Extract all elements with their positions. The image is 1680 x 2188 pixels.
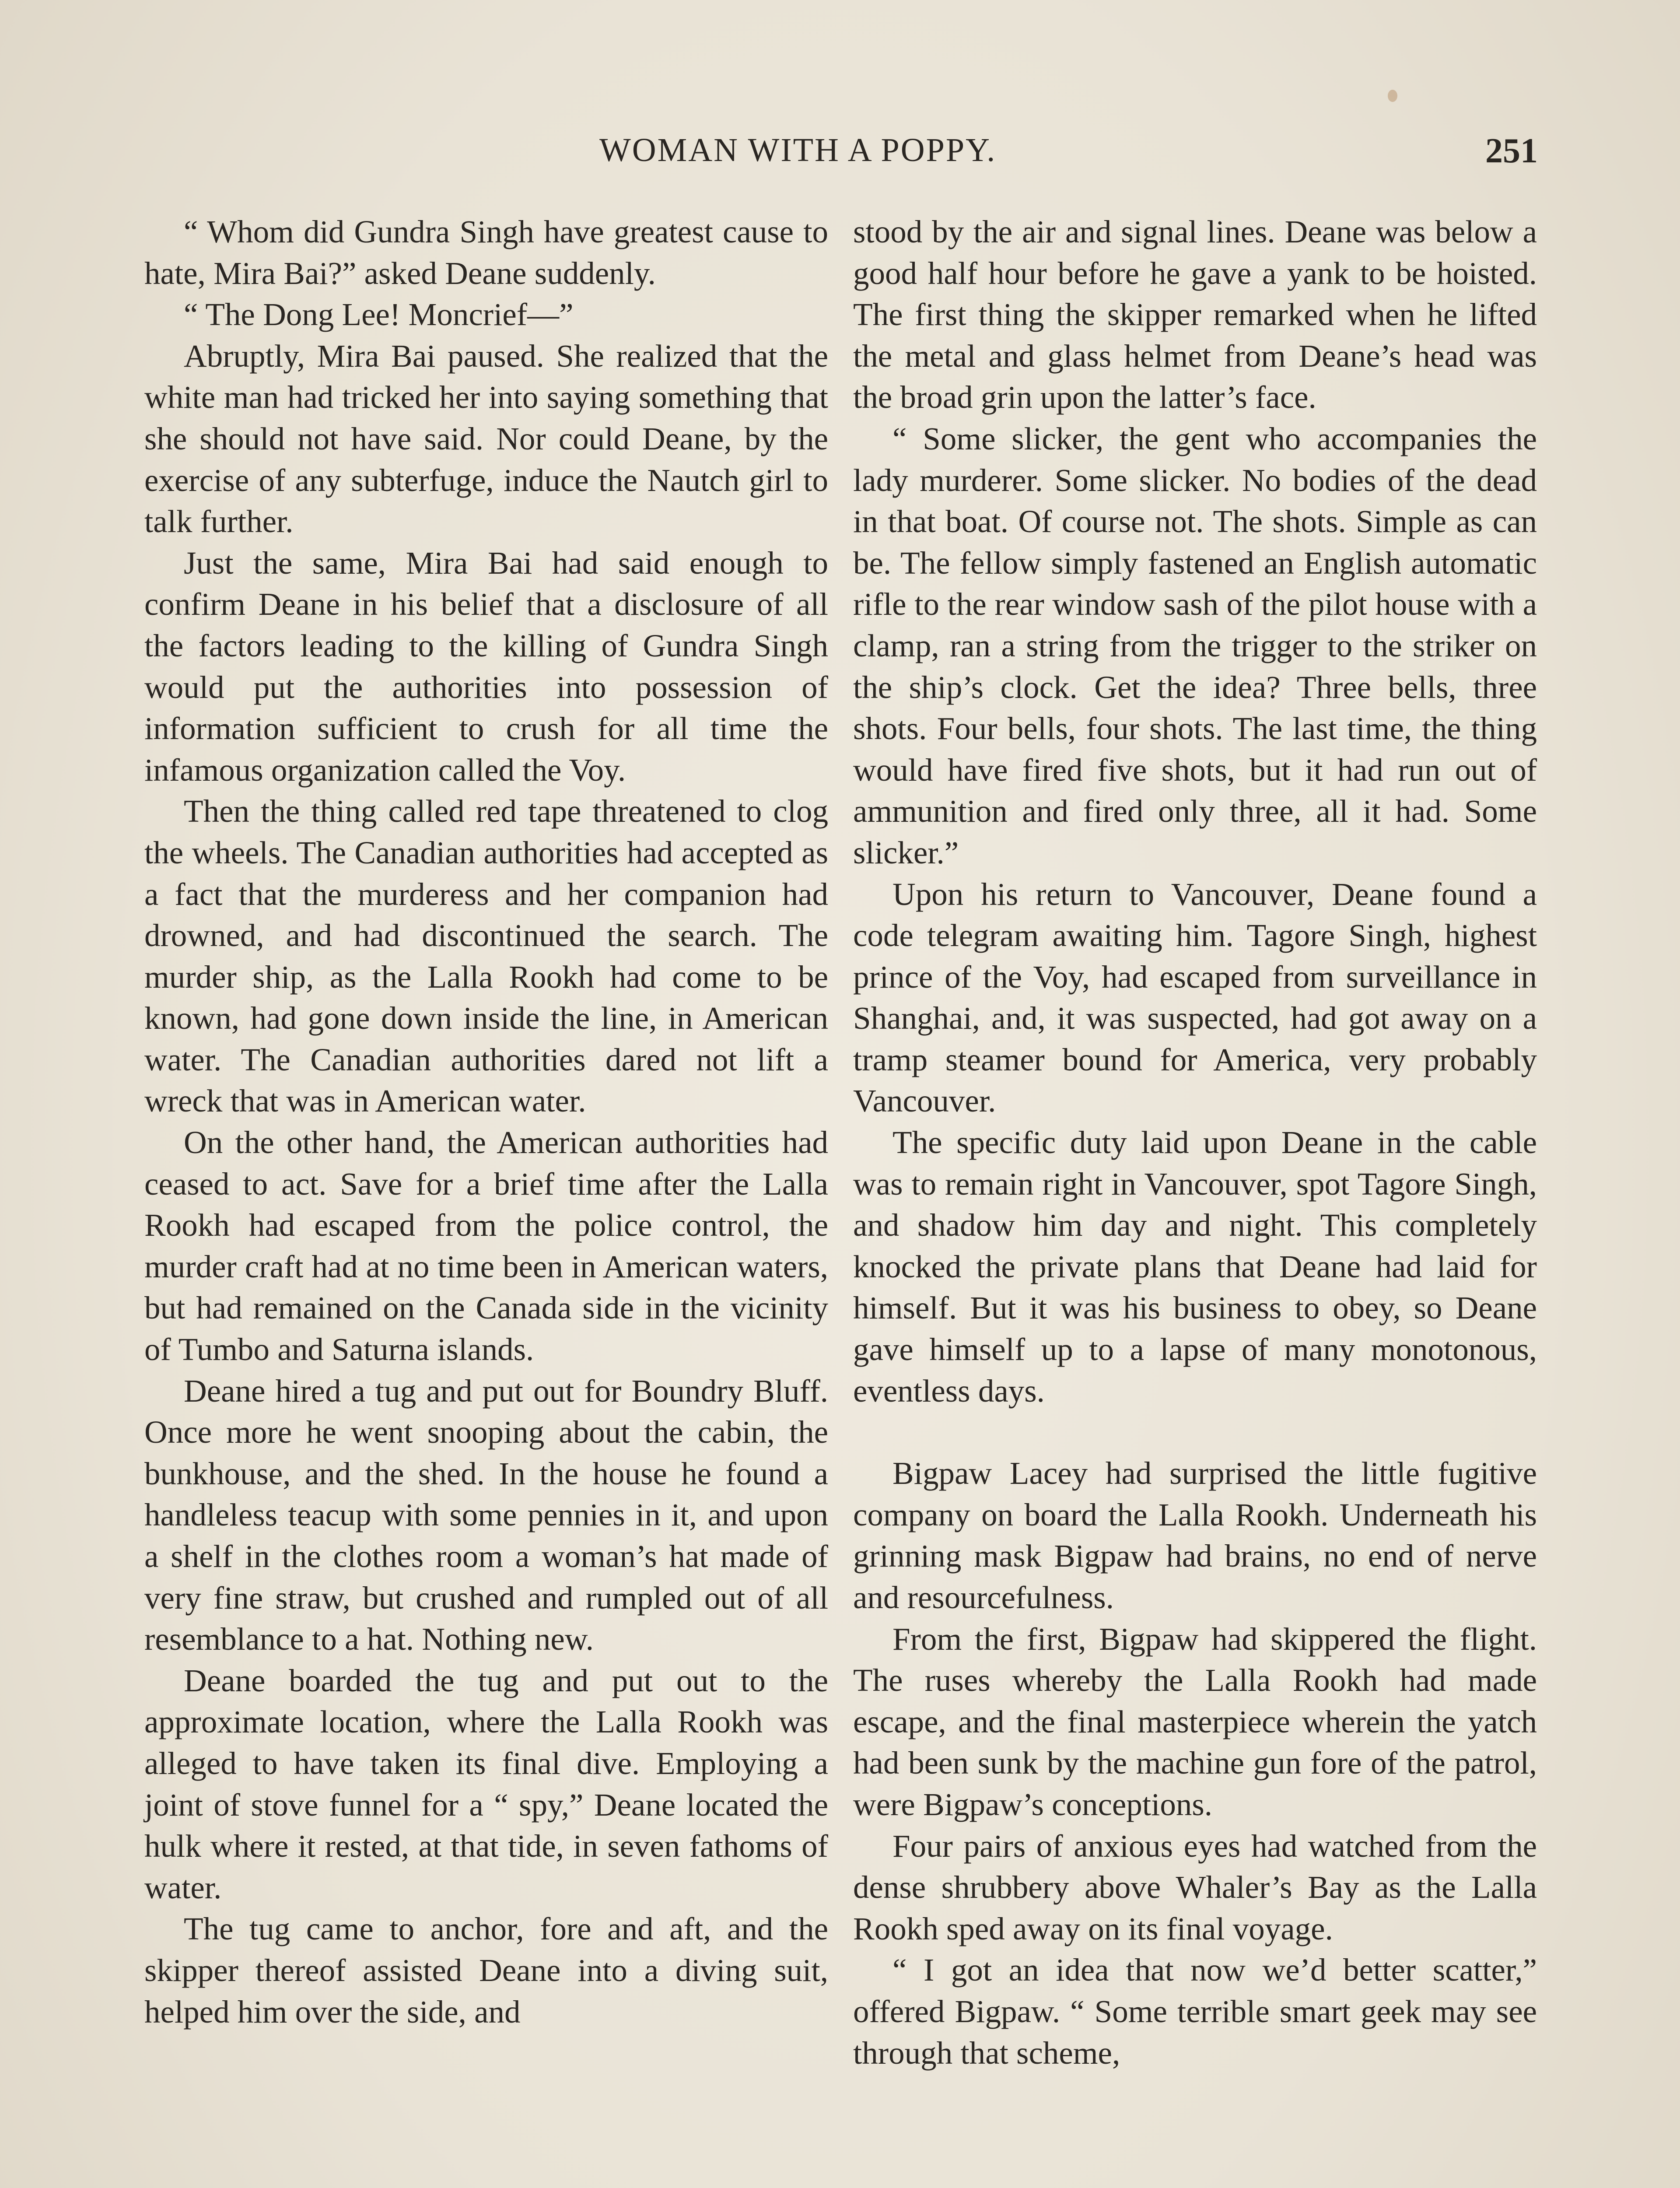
left-column <box>144 211 828 2033</box>
paragraph: Upon his return to Vancouver, Deane found a code telegram awaiting him. Tagore Singh, highest prince of the Voy, had escaped from surveillance in Shanghai, and, it was suspected, had got away on a tramp steamer bound for America, very probably Vancouver. <box>853 876 1537 1119</box>
ink-stain <box>1388 90 1397 102</box>
paragraph: “ The Dong Lee! Moncrief—” <box>184 297 574 333</box>
paragraph: From the first, Bigpaw had skippered the flight. The ruses whereby the Lalla Rookh had made escape, and the final masterpiece wherein the yatch had been sunk by the machine gun fore of the patrol, were Bigpaw’s conceptions. <box>853 1621 1537 1822</box>
right-column <box>853 211 1537 2074</box>
paragraph: “ Some slicker, the gent who accompanies the lady murderer. Some slicker. No bodies of the dead in that boat. Of course not. The shots. Simple as can be. The fellow simply fastened an English automatic rifle to the rear window sash of the pilot house with a clamp, ran a string from the trigger to the striker on the ship’s clock. Get the idea? Three bells, three shots. Four bells, four shots. The last time, the thing would have fired five shots, but it had run out of ammunition and fired only three, all it had. Some slicker.” <box>853 421 1537 870</box>
paragraph: The tug came to anchor, fore and aft, and the skipper thereof assisted Deane into a diving suit, helped him over the side, and <box>144 1911 828 2030</box>
paragraph: “ Whom did Gundra Singh have greatest cause to hate, Mira Bai?” asked Deane suddenly. <box>144 214 828 291</box>
paragraph: Four pairs of anxious eyes had watched from the dense shrubbery above Whaler’s Bay as the Lalla Rookh sped away on its final voyage. <box>853 1828 1537 1946</box>
paragraph: The specific duty laid upon Deane in the cable was to remain right in Vancouver, spot Tagore Singh, and shadow him day and night. This completely knocked the private plans that Deane had laid for himself. But it was his business to obey, so Deane gave himself up to a lapse of many monotonous, eventless days. <box>853 1125 1537 1409</box>
page-number: 251 <box>1485 132 1538 170</box>
running-title: WOMAN WITH A POPPY. <box>599 132 997 168</box>
paragraph: On the other hand, the American authorities had ceased to act. Save for a brief time after the Lalla Rookh had escaped from the police control, the murder craft had at no time been in American waters, but had remained on the Canada side in the vicinity of Tumbo and Saturna islands. <box>144 1125 828 1368</box>
paragraph: Bigpaw Lacey had surprised the little fugitive company on board the Lalla Rookh. Underneath his grinning mask Bigpaw had brains, no end of nerve and resourcefulness. <box>853 1455 1537 1615</box>
paragraph: Deane boarded the tug and put out to the approximate location, where the Lalla Rookh was alleged to have taken its final dive. Employing a joint of stove funnel for a “ spy,” Deane located the hulk where it rested, at that tide, in seven fathoms of water. <box>144 1662 828 1905</box>
paragraph: Abruptly, Mira Bai paused. She realized that the white man had tricked her into saying something that she should not have said. Nor could Deane, by the exercise of any subterfuge, induce the Nautch girl to talk further. <box>144 338 828 540</box>
paragraph: Just the same, Mira Bai had said enough to confirm Deane in his belief that a disclosure of all the factors leading to the killing of Gundra Singh would put the authorities into possession of information sufficient to crush for all time the infamous organization called the Voy. <box>144 545 828 788</box>
paragraph: “ I got an idea that now we’d better scatter,” offered Bigpaw. “ Some terrible smart geek may see through that scheme, <box>853 1952 1537 2071</box>
paragraph-continued: stood by the air and signal lines. Deane was below a good half hour before he gave a yank to be hoisted. The first thing the skipper remarked when he lifted the metal and glass helmet from Deane’s head was the broad grin upon the latter’s face. <box>853 214 1537 415</box>
paragraph: Then the thing called red tape threatened to clog the wheels. The Canadian authorities had accepted as a fact that the murderess and her companion had drowned, and had discontinued the search. The murder ship, as the Lalla Rookh had come to be known, had gone down inside the line, in American water. The Canadian authorities dared not lift a wreck that was in American water. <box>144 793 828 1119</box>
paragraph: Deane hired a tug and put out for Boundry Bluff. Once more he went snooping about the cabin, the bunkhouse, and the shed. In the house he found a handleless teacup with some pennies in it, and upon a shelf in the clothes room a woman’s hat made of very fine straw, but crushed and rumpled out of all resemblance to a hat. Nothing new. <box>144 1373 828 1657</box>
